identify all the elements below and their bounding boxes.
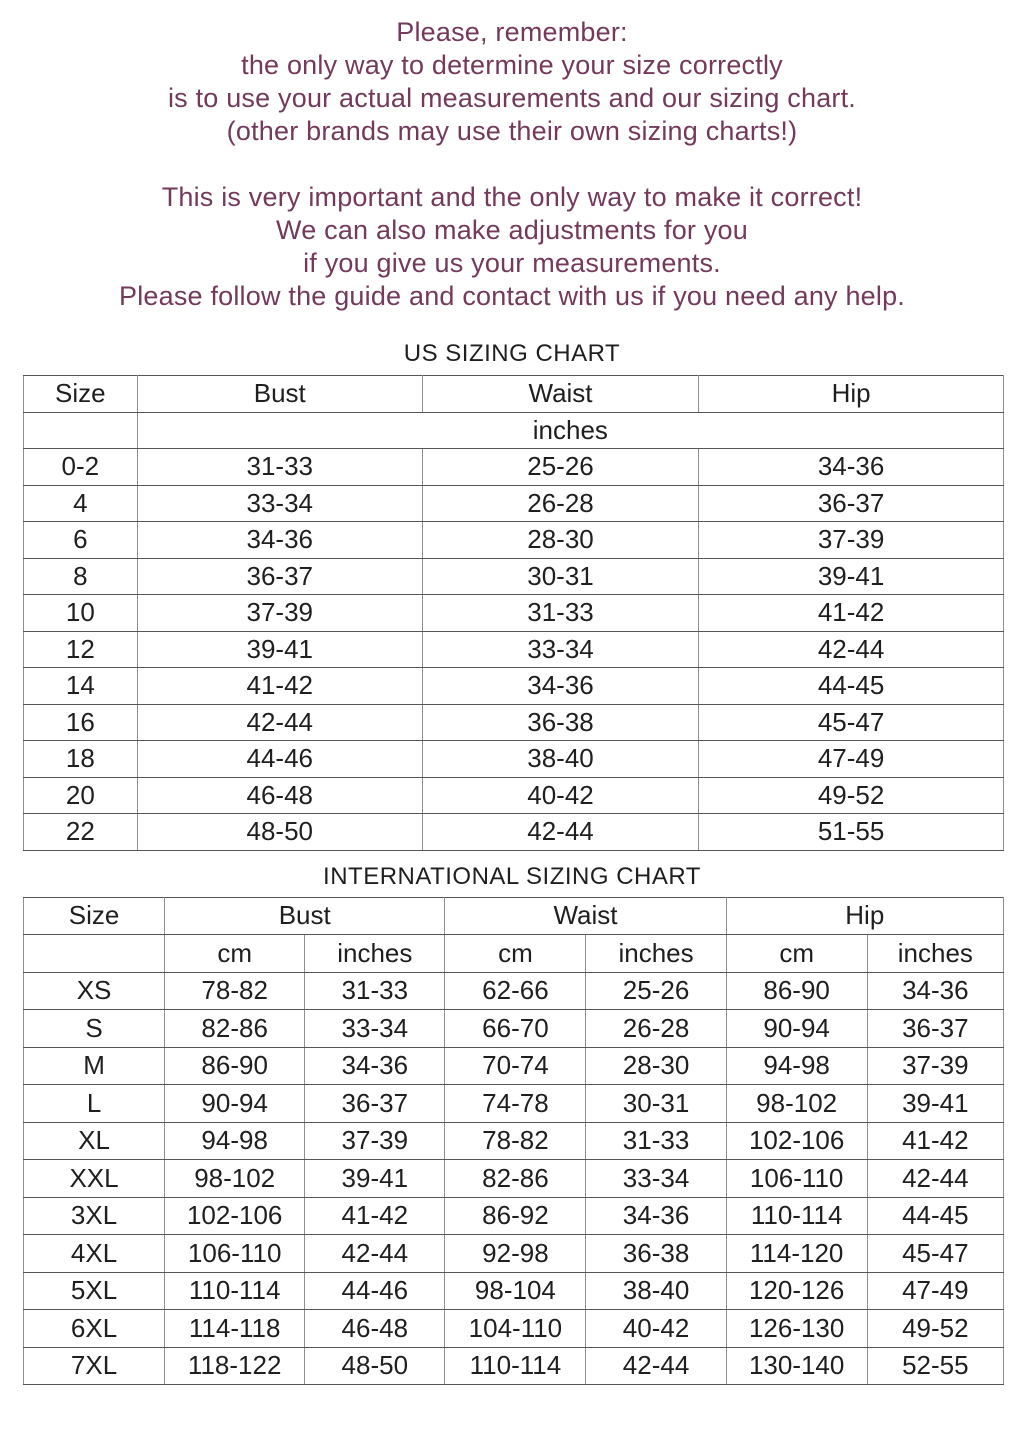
table-cell: 40-42 [422,777,698,814]
table-cell: 102-106 [165,1197,305,1235]
us-sizing-table [23,375,1004,851]
header-cell: inches [305,935,445,973]
table-cell: 120-126 [726,1272,867,1310]
table-cell: 86-90 [165,1047,305,1085]
table-cell: 42-44 [305,1235,445,1273]
table-cell: 41-42 [867,1122,1003,1160]
table-cell: 33-34 [305,1010,445,1048]
table-cell: 38-40 [586,1272,726,1310]
table-cell: 62-66 [445,972,586,1010]
table-cell: 18 [24,741,138,778]
table-cell: 7XL [24,1347,165,1385]
table-cell: 48-50 [137,814,422,851]
table-cell: 102-106 [726,1122,867,1160]
table-row [24,1085,1004,1123]
table-cell: 114-120 [726,1235,867,1273]
table-cell: XL [24,1122,165,1160]
table-cell: 37-39 [867,1047,1003,1085]
table-cell: 31-33 [422,595,698,632]
table-cell: 44-45 [867,1197,1003,1235]
table-cell: 33-34 [586,1160,726,1198]
table-cell: 5XL [24,1272,165,1310]
table-cell: 39-41 [699,558,1004,595]
intro-paragraph-2 [0,181,1024,313]
table-cell: 70-74 [445,1047,586,1085]
table-cell: 98-104 [445,1272,586,1310]
table-cell: 30-31 [586,1085,726,1123]
table-cell: M [24,1047,165,1085]
table-cell: 6XL [24,1310,165,1348]
header-cell: Size [24,376,138,413]
header-cell [24,412,138,449]
intro-line: (other brands may use their own sizing charts!) [226,116,798,146]
header-cell: Bust [137,376,422,413]
table-cell: 46-48 [137,777,422,814]
table-cell: 118-122 [165,1347,305,1385]
intro-line: if you give us your measurements. [303,248,721,278]
table-cell: 82-86 [165,1010,305,1048]
table-cell: 34-36 [699,449,1004,486]
table-cell: 39-41 [867,1085,1003,1123]
table-cell: 126-130 [726,1310,867,1348]
table-cell: 46-48 [305,1310,445,1348]
header-cell: Waist [445,897,726,935]
intro-line: the only way to determine your size correctly [241,50,783,80]
table-row [24,522,1004,559]
intro-paragraph-1 [0,16,1024,148]
table-cell: 28-30 [422,522,698,559]
header-row [24,376,1004,413]
table-cell: 16 [24,704,138,741]
table-row [24,595,1004,632]
table-row [24,704,1004,741]
header-cell: Waist [422,376,698,413]
table-cell: 114-118 [165,1310,305,1348]
intro-line: Please follow the guide and contact with us if you need any help. [118,281,905,311]
table-row [24,668,1004,705]
table-cell: 34-36 [305,1047,445,1085]
table-cell: S [24,1010,165,1048]
table-row [24,814,1004,851]
table-cell: 42-44 [422,814,698,851]
table-row [24,1122,1004,1160]
intro-line: We can also make adjustments for you [276,215,748,245]
header-cell: cm [445,935,586,973]
table-cell: 20 [24,777,138,814]
table-cell: 40-42 [586,1310,726,1348]
header-cell: cm [726,935,867,973]
table-cell: 94-98 [726,1047,867,1085]
table-row [24,1010,1004,1048]
table-cell: 48-50 [305,1347,445,1385]
table-row [24,1047,1004,1085]
table-row [24,1160,1004,1198]
table-cell: 31-33 [586,1122,726,1160]
international-chart-title: INTERNATIONAL SIZING CHART [323,862,701,890]
table-cell: 110-114 [165,1272,305,1310]
table-cell: 78-82 [165,972,305,1010]
table-row [24,1310,1004,1348]
header-cell: Size [24,897,165,935]
table-cell: 42-44 [699,631,1004,668]
table-cell: 25-26 [586,972,726,1010]
table-cell: 28-30 [586,1047,726,1085]
table-cell: 8 [24,558,138,595]
table-cell: 52-55 [867,1347,1003,1385]
table-cell: 34-36 [867,972,1003,1010]
table-cell: 90-94 [165,1085,305,1123]
table-cell: 14 [24,668,138,705]
intro-line: is to use your actual measurements and our sizing chart. [167,83,857,113]
header-cell: Hip [699,376,1004,413]
header-cell [24,935,165,973]
table-cell: 47-49 [867,1272,1003,1310]
intro-line: Please, remember: [396,17,628,47]
table-cell: 42-44 [137,704,422,741]
table-cell: 36-37 [137,558,422,595]
table-cell: 30-31 [422,558,698,595]
table-cell: 41-42 [699,595,1004,632]
table-row [24,972,1004,1010]
table-cell: 45-47 [699,704,1004,741]
header-cell: inches [586,935,726,973]
header-row [24,897,1004,935]
intro-text [0,16,1024,313]
table-cell: 92-98 [445,1235,586,1273]
table-cell: 66-70 [445,1010,586,1048]
table-cell: 36-37 [305,1085,445,1123]
table-cell: L [24,1085,165,1123]
table-row [24,558,1004,595]
table-cell: 44-46 [137,741,422,778]
header-cell: Bust [165,897,445,935]
table-cell: 74-78 [445,1085,586,1123]
table-cell: 104-110 [445,1310,586,1348]
table-row [24,1197,1004,1235]
table-cell: 4 [24,485,138,522]
table-cell: 44-46 [305,1272,445,1310]
table-cell: 37-39 [305,1122,445,1160]
header-cell: inches [137,412,1003,449]
header-cell: inches [867,935,1003,973]
table-cell: 45-47 [867,1235,1003,1273]
table-row [24,741,1004,778]
table-cell: 36-38 [586,1235,726,1273]
table-cell: 49-52 [867,1310,1003,1348]
table-cell: 26-28 [422,485,698,522]
table-cell: 41-42 [137,668,422,705]
table-cell: 33-34 [422,631,698,668]
table-row [24,631,1004,668]
table-row [24,1272,1004,1310]
table-cell: 37-39 [137,595,422,632]
table-cell: 6 [24,522,138,559]
table-cell: 110-114 [445,1347,586,1385]
header-cell: cm [165,935,305,973]
table-cell: 86-90 [726,972,867,1010]
table-cell: 86-92 [445,1197,586,1235]
table-cell: 31-33 [137,449,422,486]
table-cell: 42-44 [867,1160,1003,1198]
table-cell: 33-34 [137,485,422,522]
table-cell: 41-42 [305,1197,445,1235]
table-cell: 44-45 [699,668,1004,705]
table-cell: 98-102 [165,1160,305,1198]
table-cell: 34-36 [586,1197,726,1235]
table-cell: 3XL [24,1197,165,1235]
table-cell: 110-114 [726,1197,867,1235]
table-cell: 130-140 [726,1347,867,1385]
table-cell: 10 [24,595,138,632]
table-cell: 90-94 [726,1010,867,1048]
table-cell: 22 [24,814,138,851]
table-cell: 39-41 [137,631,422,668]
header-cell: Hip [726,897,1003,935]
table-cell: 51-55 [699,814,1004,851]
intro-line: This is very important and the only way to make it correct! [161,182,863,212]
table-cell: 25-26 [422,449,698,486]
table-cell: 78-82 [445,1122,586,1160]
table-row [24,1347,1004,1385]
table-cell: 38-40 [422,741,698,778]
table-cell: 106-110 [165,1235,305,1273]
sub-header-row [24,935,1004,973]
table-cell: 98-102 [726,1085,867,1123]
table-cell: 49-52 [699,777,1004,814]
table-cell: 12 [24,631,138,668]
table-cell: 47-49 [699,741,1004,778]
table-row [24,777,1004,814]
table-cell: 0-2 [24,449,138,486]
table-cell: 37-39 [699,522,1004,559]
table-cell: 34-36 [422,668,698,705]
table-cell: 36-37 [867,1010,1003,1048]
table-cell: 39-41 [305,1160,445,1198]
table-row [24,1235,1004,1273]
table-cell: XXL [24,1160,165,1198]
sub-header-row [24,412,1004,449]
table-row [24,449,1004,486]
table-cell: 82-86 [445,1160,586,1198]
table-cell: 36-37 [699,485,1004,522]
table-row [24,485,1004,522]
table-cell: XS [24,972,165,1010]
table-cell: 94-98 [165,1122,305,1160]
table-cell: 106-110 [726,1160,867,1198]
table-cell: 42-44 [586,1347,726,1385]
table-cell: 34-36 [137,522,422,559]
international-sizing-table [23,897,1004,1386]
table-cell: 31-33 [305,972,445,1010]
table-cell: 36-38 [422,704,698,741]
us-chart-title: US SIZING CHART [403,340,621,367]
table-cell: 26-28 [586,1010,726,1048]
table-cell: 4XL [24,1235,165,1273]
